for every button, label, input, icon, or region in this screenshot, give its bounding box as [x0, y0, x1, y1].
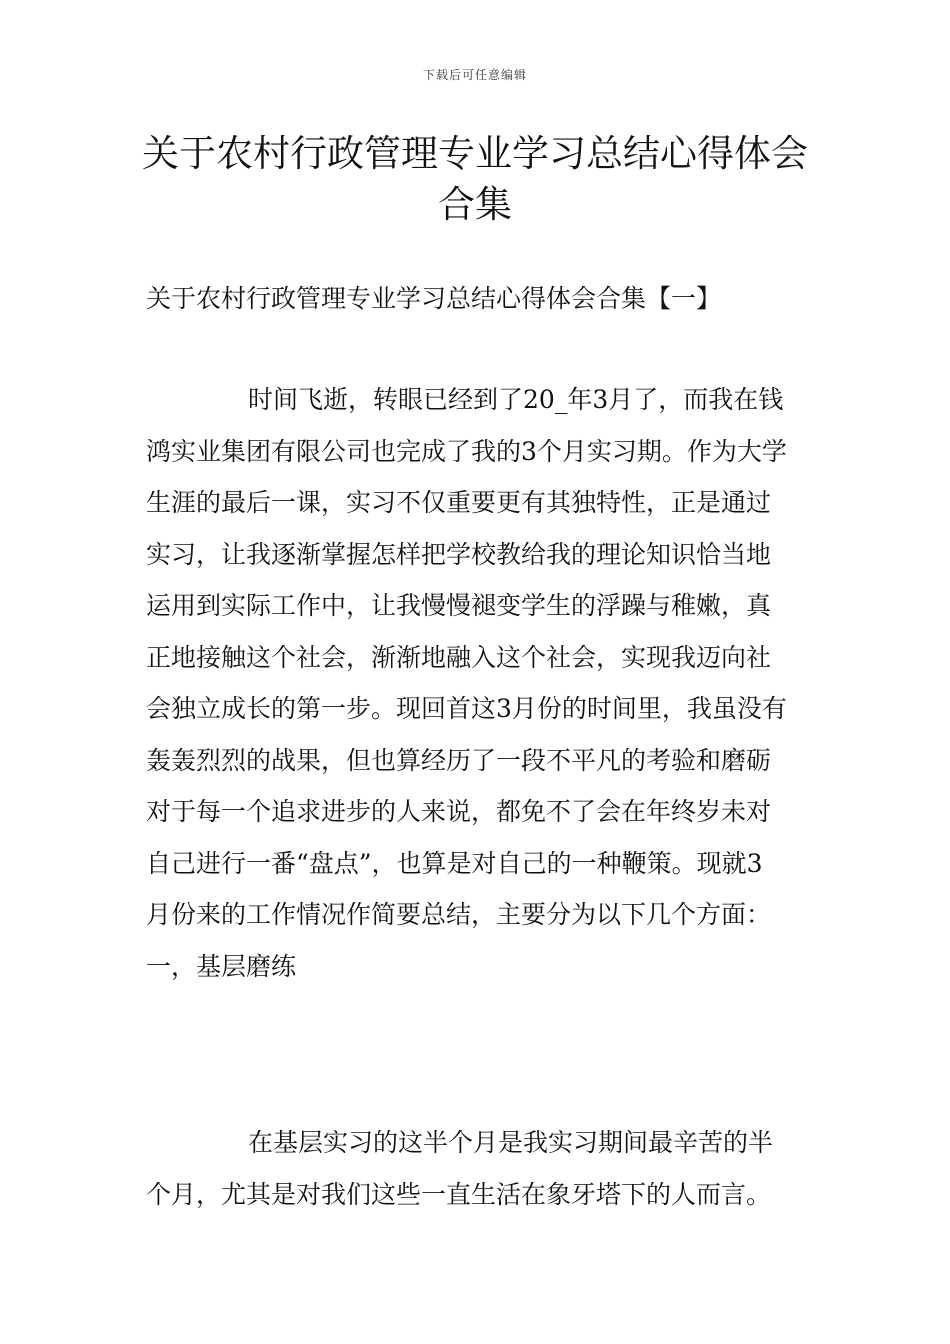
- paragraph-line: 在基层实习的这半个月是我实习期间最辛苦的半: [248, 1128, 774, 1157]
- title-line-1: 关于农村行政管理专业学习总结心得体会: [142, 132, 808, 175]
- header-note: 下载后可任意编辑: [422, 68, 527, 82]
- paragraph-line: 会独立成长的第一步。现回首这3月份的时间里，我虽没有: [146, 694, 787, 723]
- body-paragraph-2: [146, 1117, 808, 1220]
- paragraph-line: 生涯的最后一课，实习不仅重要更有其独特性，正是通过: [146, 488, 772, 517]
- paragraph-line: 对于每一个追求进步的人来说，都免不了会在年终岁未对: [146, 797, 772, 826]
- paragraph-line: 个月，尤其是对我们这些一直生活在象牙塔下的人而言。: [146, 1179, 772, 1209]
- paragraph-line: 鸿实业集团有限公司也完成了我的3个月实习期。作为大学: [146, 436, 787, 466]
- paragraph-line: 实习，让我逐渐掌握怎样把学校教给我的理论知识恰当地: [146, 539, 772, 569]
- section-heading: 关于农村行政管理专业学习总结心得体会合集【一】: [146, 284, 722, 313]
- paragraph-line: 轰轰烈烈的战果，但也算经历了一段不平凡的考验和磨砺: [146, 745, 772, 775]
- paragraph-line: 自己进行一番“盘点”，也算是对自己的一种鞭策。现就3: [146, 848, 763, 878]
- body-paragraph-1: [146, 374, 808, 992]
- document-title: [120, 128, 830, 230]
- paragraph-line: 时间飞逝，转眼已经到了20_年3月了，而我在钱: [248, 385, 784, 414]
- paragraph-line: 正地接触这个社会，渐渐地融入这个社会，实现我迈向社: [146, 642, 772, 672]
- title-line-2: 合集: [438, 183, 512, 226]
- paragraph-line: 运用到实际工作中，让我慢慢褪变学生的浮躁与稚嫩，真: [146, 591, 772, 620]
- paragraph-line: 一，基层磨练: [146, 951, 297, 981]
- paragraph-line: 月份来的工作情况作简要总结，主要分为以下几个方面：: [146, 900, 772, 929]
